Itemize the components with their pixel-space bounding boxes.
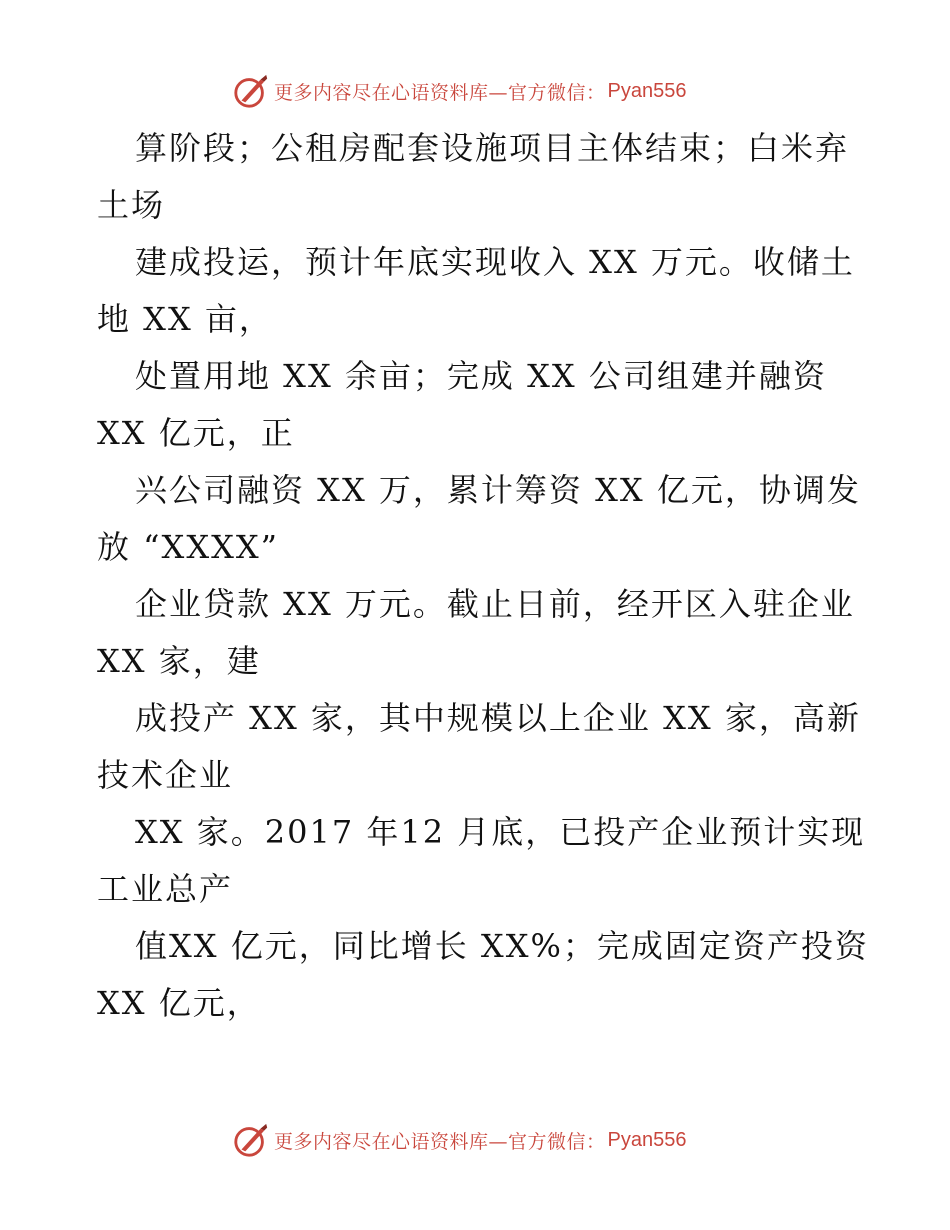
text-line: 技术企业 xyxy=(97,756,234,794)
text-line: 工业总产 xyxy=(97,870,234,908)
banner-text: 更多内容尽在心语资料库—官方微信： xyxy=(274,81,606,104)
header-watermark-banner xyxy=(232,71,686,111)
text-line: XX 亿元，正 xyxy=(97,414,295,452)
text-line: 企业贷款 XX 万元。截止日前，经开区入驻企业 xyxy=(135,585,855,623)
text-line: 放 “XXXX” xyxy=(97,528,280,566)
text-line: XX 家，建 xyxy=(97,642,261,680)
text-line: 地 XX 亩， xyxy=(97,300,273,338)
banner-text: 更多内容尽在心语资料库—官方微信： xyxy=(274,1130,606,1153)
banner-wechat-id: Pyan556 xyxy=(607,1128,687,1151)
text-line: 处置用地 XX 余亩；完成 XX 公司组建并融资 xyxy=(135,357,827,395)
quill-pen-icon xyxy=(232,1121,270,1159)
text-line: 土场 xyxy=(97,186,166,224)
text-line: 值XX 亿元，同比增长 XX%；完成固定资产投资 xyxy=(135,927,869,965)
text-line: 算阶段；公租房配套设施项目主体结束；白米弃 xyxy=(135,129,850,167)
text-line: 兴公司融资 XX 万，累计筹资 XX 亿元，协调发 xyxy=(135,471,861,509)
quill-pen-icon xyxy=(232,72,270,110)
footer-watermark-banner xyxy=(232,1120,686,1160)
text-line: XX 家。2017 年12 月底，已投产企业预计实现 xyxy=(135,813,866,851)
text-line: 建成投运，预计年底实现收入 XX 万元。收储土 xyxy=(135,243,855,281)
document-body xyxy=(97,120,887,1032)
banner-wechat-id: Pyan556 xyxy=(607,79,687,102)
text-line: 成投产 XX 家，其中规模以上企业 XX 家，高新 xyxy=(135,699,861,737)
text-line: XX 亿元， xyxy=(97,984,261,1022)
